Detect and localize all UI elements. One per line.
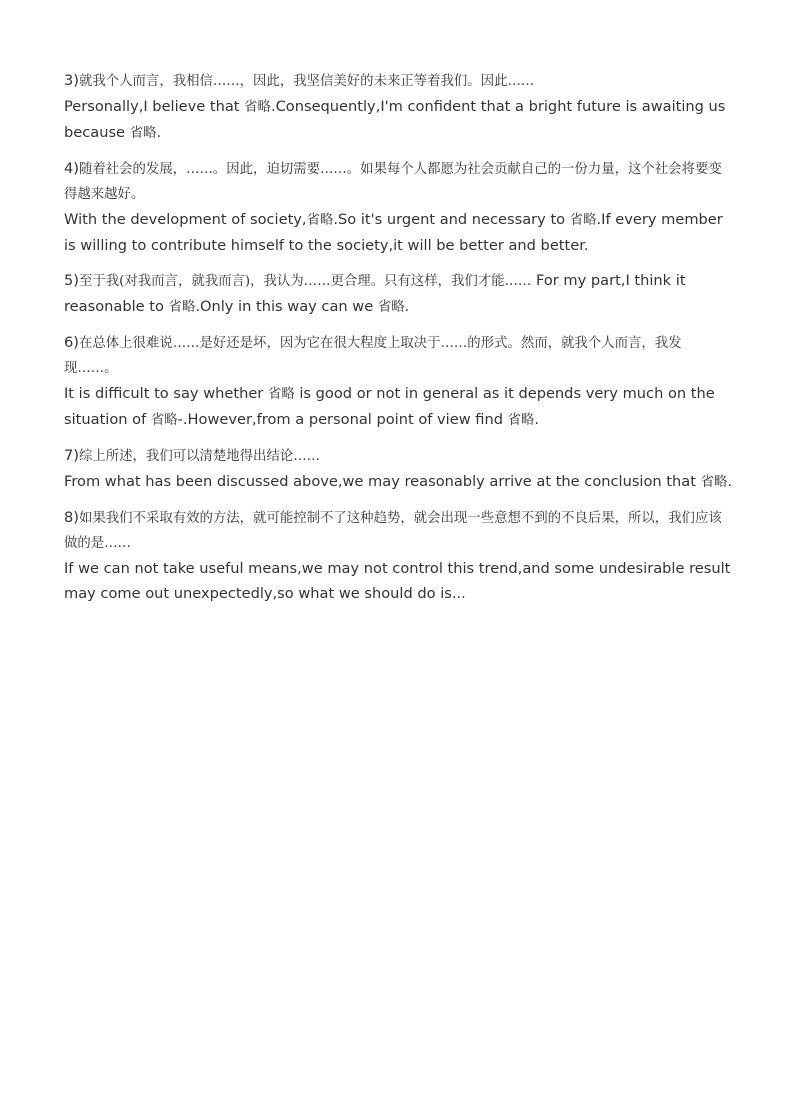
- english-translation: [64, 556, 734, 606]
- phrase-entry-7: [64, 443, 734, 495]
- chinese-sentence: [64, 443, 734, 469]
- english-text: -.However,from a personal point of view find: [177, 411, 508, 428]
- chinese-sentence: [64, 156, 734, 207]
- entry-number: 8): [64, 509, 79, 526]
- entry-number: 5): [64, 272, 79, 289]
- omitted-marker: 省略: [306, 213, 334, 228]
- english-text: It is difficult to say whether: [64, 385, 268, 402]
- mixed-sentence: [64, 268, 734, 320]
- omitted-marker: 省略: [569, 213, 597, 228]
- omitted-marker: 省略: [129, 126, 157, 141]
- english-text: .: [534, 411, 540, 428]
- omitted-marker: 省略: [244, 100, 271, 115]
- english-text: .: [404, 298, 410, 315]
- english-translation: [64, 469, 734, 495]
- omitted-marker: 省略: [507, 413, 535, 428]
- english-translation: [64, 381, 734, 433]
- omitted-marker: 省略: [267, 387, 295, 402]
- omitted-marker: 省略: [377, 300, 405, 315]
- phrase-entry-5: [64, 268, 734, 320]
- entry-number: 6): [64, 334, 79, 351]
- document-body: [64, 68, 734, 616]
- chinese-text: 随着社会的发展，……。因此，迫切需要……。如果每个人都愿为社会贡献自己的一份力量，这个社会将要变得越来越好。: [64, 162, 722, 202]
- english-text: .: [727, 473, 732, 490]
- english-text: From what has been discussed above,we may reasonably arrive at the conclusion that: [64, 473, 701, 490]
- english-text: .Consequently,I'm confident that a bright future is awaiting us because: [64, 98, 726, 141]
- phrase-entry-3: [64, 68, 734, 146]
- phrase-entry-6: [64, 330, 734, 433]
- omitted-marker: 省略: [168, 300, 196, 315]
- english-text: is good or not in general as it depends very much on the situation of: [64, 385, 715, 428]
- entry-number: 7): [64, 447, 79, 464]
- chinese-sentence: [64, 505, 734, 556]
- omitted-marker: 省略: [150, 413, 178, 428]
- phrase-entry-8: [64, 505, 734, 606]
- chinese-text: 至于我(对我而言，就我而言)，我认为……更合理。只有这样，我们才能……: [78, 274, 532, 289]
- english-text: .So it's urgent and necessary to: [333, 211, 570, 228]
- chinese-text: 如果我们不采取有效的方法，就可能控制不了这种趋势，就会出现一些意想不到的不良后果，所以，我们应该做的是……: [64, 511, 722, 551]
- english-translation: [64, 94, 734, 146]
- entry-number: 4): [64, 160, 79, 177]
- english-text: .Only in this way can we: [195, 298, 378, 315]
- english-text: For my part,I think it reasonable to: [64, 272, 686, 315]
- chinese-sentence: [64, 330, 734, 381]
- omitted-marker: 省略: [700, 475, 728, 490]
- english-text: .: [156, 124, 162, 141]
- chinese-text: 在总体上很难说……是好还是坏，因为它在很大程度上取决于……的形式。然而，就我个人而言，我发现……。: [64, 336, 682, 376]
- english-text: .If every member is willing to contribute himself to the society,it will be better and better.: [64, 211, 723, 254]
- english-text: With the development of society,: [64, 211, 307, 228]
- english-translation: [64, 207, 734, 258]
- phrase-entry-4: [64, 156, 734, 258]
- entry-number: 3): [64, 72, 79, 89]
- chinese-text: 综上所述，我们可以清楚地得出结论……: [78, 449, 321, 464]
- chinese-text: 就我个人而言，我相信……，因此，我坚信美好的未来正等着我们。因此……: [78, 74, 535, 89]
- english-text: If we can not take useful means,we may not control this trend,and some undesirable result may come out unexpectedly,so what we should do is...: [64, 560, 731, 602]
- chinese-sentence: [64, 68, 734, 94]
- english-text: Personally,I believe that: [64, 98, 245, 115]
